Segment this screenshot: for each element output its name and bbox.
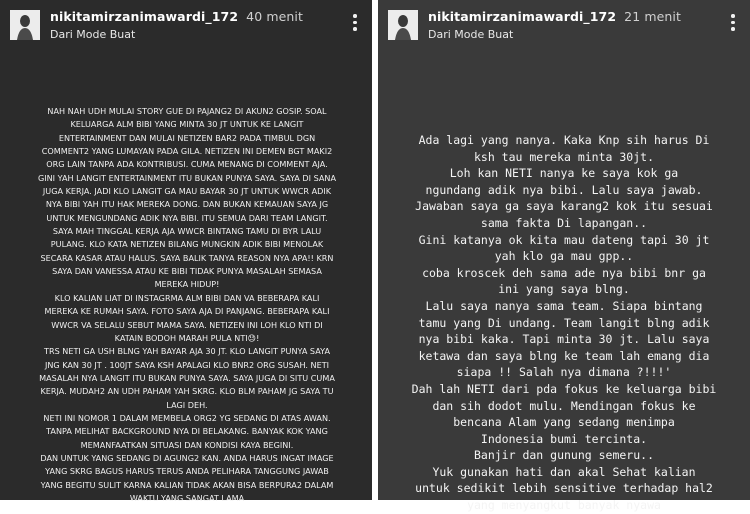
story-text-line: tamu yang Di undang. Team langit blng adik xyxy=(418,315,710,330)
avatar[interactable] xyxy=(388,10,418,40)
story-text-line: Gini katanya ok kita mau dateng tapi 30 jt xyxy=(418,232,710,247)
story-text-line: NAH NAH UDH MULAI STORY GUE DI PAJANG2 DI AKUN2 GOSIP. SOAL xyxy=(47,106,327,116)
story-text-line: Lalu saya nanya sama team. Siapa bintang xyxy=(425,298,703,313)
story-text-line: nya bibi kaka. Tapi minta 30 jt. Lalu saya xyxy=(418,332,710,347)
story-text-line: LAGI DEH. xyxy=(166,399,208,410)
story-text-line: NETI INI NOMOR 1 DALAM MEMBELA ORG2 YG SEDANG DI ATAS AWAN. xyxy=(43,412,331,423)
story-text-line: ketawa dan saya blng ke team lah emang dia xyxy=(418,348,710,363)
story-text-line: DAN UNTUK YANG SEDANG DI AGUNG2 KAN. ANDA HARUS INGAT IMAGE xyxy=(40,452,334,463)
username-text[interactable]: nikitamirzanimawardi_172 xyxy=(428,9,617,24)
profile-photo-icon xyxy=(388,10,418,40)
story-text-line: Ada lagi yang nanya. Kaka Knp sih harus Di xyxy=(418,133,710,147)
story-text-line: UNTUK MENGUNDANG ADIK NYA BIBI. ITU SEMUA DARI TEAM LANGIT. xyxy=(46,212,328,223)
create-mode-label: Dari Mode Buat xyxy=(428,28,514,41)
story-header xyxy=(378,0,750,52)
story-text-line: KERJA. MUDAH2 AN UDH PAHAM YAH SKRG. KLO BLM PAHAM JG SAYA TU xyxy=(40,386,334,397)
story-text-line: Loh kan NETI nanya ke saya kok ga xyxy=(449,166,679,181)
story-text-line: sama fakta Di lapangan.. xyxy=(480,215,648,230)
story-text-line: siapa !! Salah nya dimana ?!!!' xyxy=(456,365,672,380)
story-text-line: SAYA MAH TINGGAL KERJA AJA WWCR BINTANG TAMU DI BYR LALU xyxy=(52,226,322,237)
story-text-line: KELUARGA ALM BIBI YANG MINTA 30 JT UNTUK KE LANGIT xyxy=(70,119,304,130)
story-header xyxy=(0,0,372,52)
story-text-line: ini yang saya blng. xyxy=(498,282,630,297)
story-text-line: MEREKA HIDUP! xyxy=(154,279,220,290)
time-ago: 40 menit xyxy=(246,9,303,24)
story-text-line: MEMANFAATKAN SITUASI DAN KONDISI KAYA BEGINI. xyxy=(80,439,294,450)
story-text-line: TRS NETI GA USH BLNG YAH BAYAR AJA 30 JT. KLO LANGIT PUNYA SAYA xyxy=(44,346,330,357)
story-text-line: JNG KAN 30 JT . 100JT SAYA KSH APALAGI KLO BNR2 ORG SUSAH. NETI xyxy=(44,359,330,370)
username[interactable] xyxy=(428,9,681,24)
story-text-line: WWCR VA SELALU SEBUT MAMA SAYA. NETIZEN INI LOH KLO NTI DI xyxy=(51,319,323,330)
story-text-line: YANG BEGITU SULIT KARNA KALIAN TIDAK AKAN BISA BERPURA2 DALAM xyxy=(40,479,334,490)
story-text-line: PULANG. KLO KATA NETIZEN BILANG MUNGKIN ADIK BIBI MENOLAK xyxy=(50,239,324,250)
story-text-line: untuk sedikit lebih sensitive terhadap hal2 xyxy=(415,481,713,496)
story-text-line: SAYA DAN VANESSA ATAU KE BIBI TIDAK PUNYA MASALAH SEMASA xyxy=(52,266,322,277)
story-panel-right xyxy=(378,0,750,513)
username[interactable] xyxy=(50,9,303,24)
avatar[interactable] xyxy=(10,10,40,40)
story-text-line: WAKTU YANG SANGAT LAMA xyxy=(129,492,245,503)
story-text-line: GINI YAH LANGIT ENTERTAINMENT ITU BUKAN PUNYA SAYA. SAYA DI SANA xyxy=(37,172,337,183)
story-text-line: COMMENT2 YANG LUMAYAN PADA GILA. NETIZEN INI DEMEN BGT MAKI2 xyxy=(41,146,333,157)
story-text-line: MEREKA KE RUMAH SAYA. FOTO SAYA AJA DI PANJANG. BEBERAPA KALI xyxy=(44,306,330,317)
story-text-line: SECARA KASAR ATAU HALUS. SAYA BALIK TANYA REASON NYA APA!! KRN xyxy=(40,252,334,263)
story-text-line: coba kroscek deh sama ade nya bibi bnr ga xyxy=(422,265,706,280)
story-text-line: JUGA KERJA. JADI KLO LANGIT GA MAU BAYAR 30 JT UNTUK WWCR ADIK xyxy=(42,186,332,197)
story-text-line: bencana Alam yang sedang menimpa xyxy=(453,415,675,430)
story-text-line: YANG SKRG BAGUS HARUS TERUS ANDA PELIHARA TANGGUNG JAWAB xyxy=(45,466,329,477)
story-text-line: MASALAH NYA LANGIT ITU BUKAN PUNYA SAYA. SAYA JUGA DI SITU CUMA xyxy=(39,372,335,383)
story-text-line: ENTERTAINMENT DAN MULAI NETIZEN BAR2 PADA TIMBUL DGN xyxy=(58,132,316,143)
story-text-line: Indonesia bumi tercinta. xyxy=(480,431,648,446)
story-text-line: ORG LAIN TANPA ADA KONTRIBUSI. CUMA MENANG DI COMMENT AJA. xyxy=(46,159,328,170)
story-text-line: ngundang adik nya bibi. Lalu saya jawab. xyxy=(425,182,703,197)
story-text-line: dan sih dodot mulu. Mendingan fokus ke xyxy=(432,398,696,413)
story-text xyxy=(378,132,750,514)
story-text-line: Yuk gunakan hati dan akal Sehat kalian xyxy=(432,464,696,479)
story-text-line: ksh tau mereka minta 30jt. xyxy=(473,149,654,164)
story-text-line: yah klo ga mau gpp.. xyxy=(494,249,634,264)
story-text-line: Banjir dan gunung semeru.. xyxy=(473,448,654,463)
more-options-icon[interactable] xyxy=(730,14,736,32)
more-options-icon[interactable] xyxy=(352,14,358,32)
story-text-line: Dah lah NETI dari pda fokus ke keluarga bibi xyxy=(411,381,717,396)
story-text-line: yang menyangkut banyak nyawa xyxy=(467,498,661,513)
story-panel-left xyxy=(0,0,372,503)
story-text-line: TANPA MELIHAT BACKGROUND NYA DI BELAKANG. BANYAK KOK YANG xyxy=(46,426,328,437)
story-text-line: KATAIN BODOH MARAH PULA NTI😓! xyxy=(114,332,260,343)
story-text-line: KLO KALIAN LIAT DI INSTAGRMA ALM BIBI DAN VA BEBERAPA KALI xyxy=(54,292,320,303)
time-ago: 21 menit xyxy=(624,9,681,24)
story-text xyxy=(6,105,368,505)
story-text-line: NYA BIBI YAH ITU HAK MEREKA DONG. DAN BUKAN KEMAUAN SAYA JG xyxy=(45,199,329,210)
create-mode-label: Dari Mode Buat xyxy=(50,28,136,41)
profile-photo-icon xyxy=(10,10,40,40)
story-text-line: Jawaban saya ga saya karang2 kok itu sesuai xyxy=(415,199,713,214)
username-text[interactable]: nikitamirzanimawardi_172 xyxy=(50,9,239,24)
